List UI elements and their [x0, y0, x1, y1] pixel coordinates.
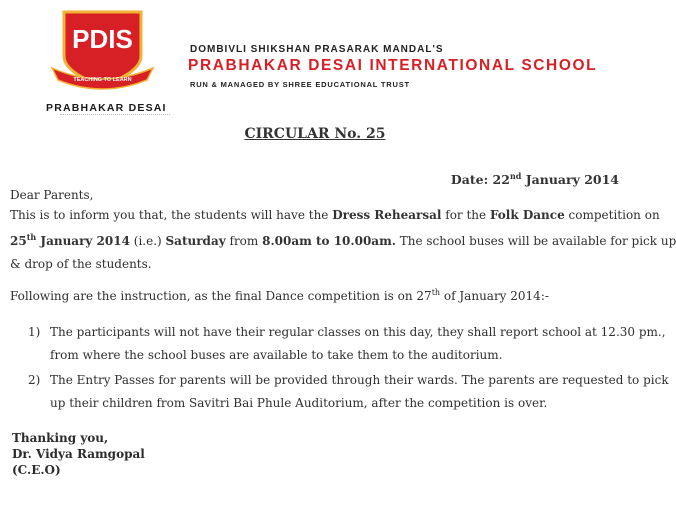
circular-date: Date: 22nd January 2014: [450, 171, 619, 188]
circular-title: CIRCULAR No. 25: [244, 126, 386, 142]
paragraph-line-1: This is to inform you that, the students will have the Dress Rehearsal for the Folk Dance competition on: [10, 208, 660, 222]
org-trust-name: DOMBIVLI SHIKSHAN PRASARAK MANDAL'S: [190, 44, 444, 55]
org-management-line: RUN & MANAGED BY SHREE EDUCATIONAL TRUST: [190, 80, 410, 89]
instructions-intro: Following are the instruction, as the final Dance competition is on 27th of January 2014:-: [10, 288, 549, 303]
school-logo: [50, 10, 155, 100]
logo-ribbon-text: TEACHING TO LEARN: [73, 77, 132, 83]
list-item: 2) The Entry Passes for parents will be provided through their wards. The parents are requested to pick: [28, 373, 669, 387]
paragraph-line-2: 25th January 2014 (i.e.) Saturday from 8.00am to 10.00am. The school buses will be available for pick up: [10, 232, 676, 248]
school-name: PRABHAKAR DESAI INTERNATIONAL SCHOOL: [188, 57, 598, 74]
logo-text: PDIS: [72, 24, 133, 54]
closing-thanks: Thanking you,: [12, 431, 109, 445]
logo-caption-underline: [60, 114, 170, 119]
paragraph-line-3: & drop of the students.: [10, 257, 152, 271]
salutation: Dear Parents,: [10, 188, 94, 202]
signatory-title: (C.E.O): [12, 463, 61, 477]
logo-caption: PRABHAKAR DESAI: [46, 102, 167, 114]
signatory-name: Dr. Vidya Ramgopal: [12, 447, 145, 461]
list-item-continuation: up their children from Savitri Bai Phule Auditorium, after the competition is over.: [50, 396, 548, 410]
list-item: 1) The participants will not have their regular classes on this day, they shall report school at 12.30 pm.,: [28, 325, 666, 339]
list-item-continuation: from where the school buses are available to take them to the auditorium.: [50, 348, 503, 362]
